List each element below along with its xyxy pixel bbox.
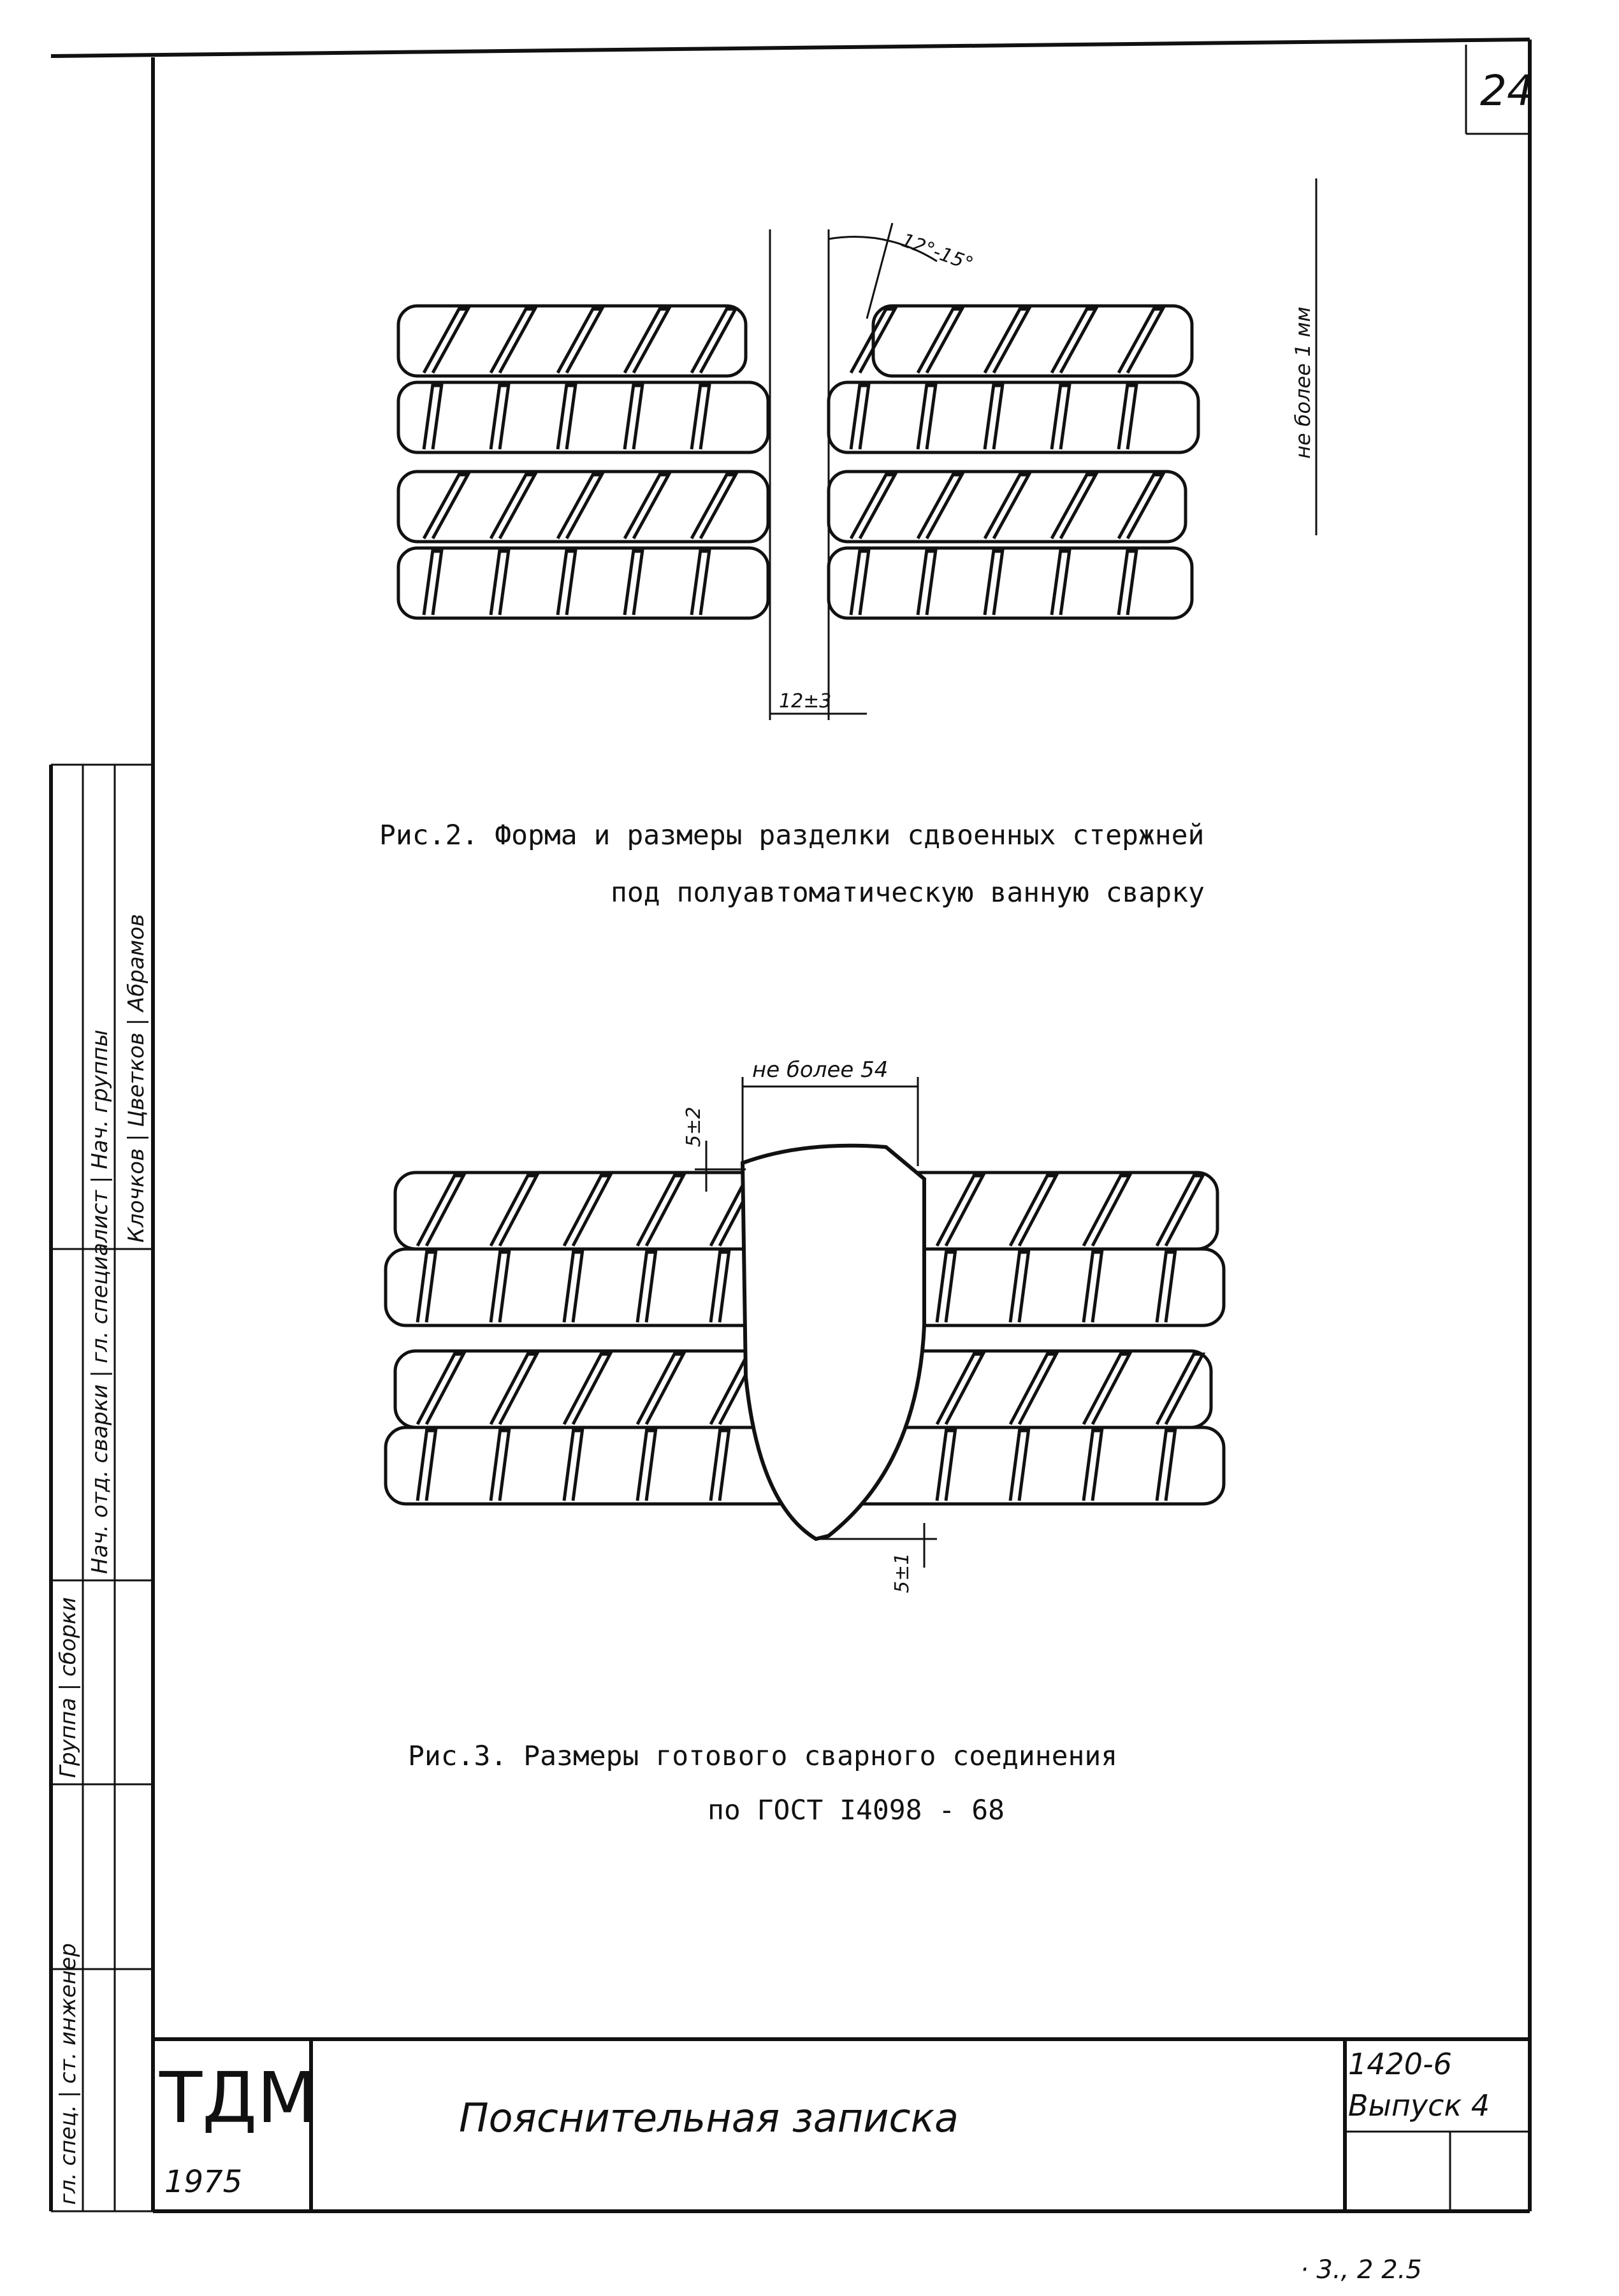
- stamp-col1: гл. спец. | ст. инженер: [55, 1943, 81, 2205]
- fig2-caption-line1: Рис.2. Форма и размеры разделки сдвоенных стержней: [379, 819, 1205, 851]
- year: 1975: [164, 2164, 243, 2200]
- stamp-col4: Клочков | Цветков | Абрамов: [124, 914, 149, 1243]
- document-code: 1420-6: [1348, 2047, 1452, 2081]
- stamp-col3: Нач. отд. сварки | гл. специалист | Нач. группы: [87, 1029, 113, 1574]
- figure-2-drawing: [398, 178, 1316, 720]
- fig3-caption-line2: по ГОСТ I4098 - 68: [708, 1794, 1005, 1826]
- title-block: [153, 2039, 1530, 2211]
- angle-label: 12°-15°: [898, 229, 976, 276]
- fig2-caption-line2: под полуавтоматическую ванную сварку: [611, 877, 1205, 909]
- weld-width-label: не более 54: [752, 1057, 889, 1083]
- gap-label: 12±3: [779, 690, 832, 712]
- logo: ТДМ: [159, 2057, 318, 2139]
- fig2-right-bars: [829, 306, 1198, 618]
- top-dim-label: 5±2: [683, 1106, 705, 1147]
- stamp-col2: Группа | сборки: [55, 1597, 81, 1778]
- fig3-caption-line1: Рис.3. Размеры готового сварного соединения: [408, 1740, 1118, 1772]
- page-number-box: [1466, 45, 1534, 134]
- figure-3-drawing: [386, 1057, 1224, 1593]
- document-title: Пояснительная записка: [459, 2095, 959, 2141]
- issue-number: Выпуск 4: [1348, 2088, 1490, 2123]
- height-label: не более 1 мм: [1291, 307, 1315, 459]
- bottom-dim-label: 5±1: [891, 1552, 913, 1593]
- fig2-left-bars: [398, 306, 768, 618]
- side-stamp: [51, 765, 153, 2211]
- page-number: 24: [1480, 66, 1534, 115]
- bottom-mark: · 3., 2 2.5: [1300, 2255, 1422, 2285]
